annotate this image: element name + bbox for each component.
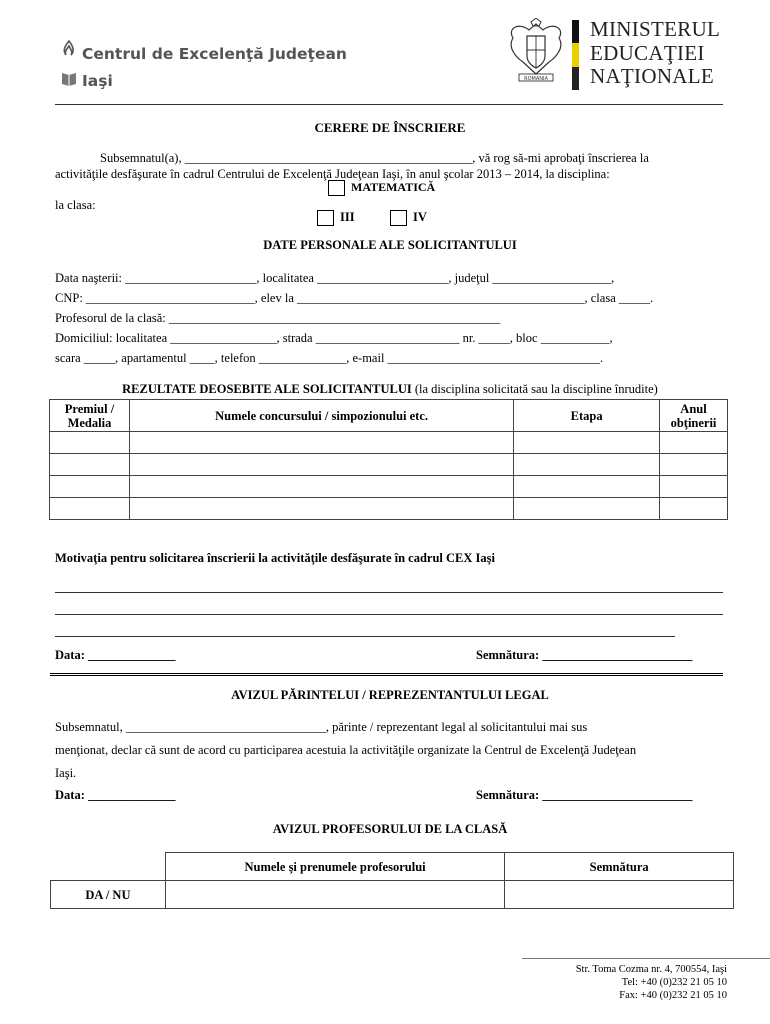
ministry-line2: EDUCAŢIEI <box>590 40 705 65</box>
teacher-table <box>50 852 734 909</box>
ministry-line3: NAŢIONALE <box>590 64 715 88</box>
motivation-line[interactable] <box>55 614 723 615</box>
class-label: la clasa: <box>55 198 96 212</box>
results-subtitle: (la disciplina solicitată sau la discipline înrudite) <box>414 382 658 396</box>
discipline-label: MATEMATICĂ <box>351 180 436 194</box>
table-row[interactable] <box>50 432 728 454</box>
class-option-3[interactable] <box>317 210 355 226</box>
class-3-checkbox[interactable] <box>317 210 334 226</box>
discipline-checkbox[interactable] <box>328 180 345 196</box>
center-name-line1: Centrul de Excelenţă Judeţean <box>82 45 347 63</box>
class-option-4[interactable] <box>390 210 427 226</box>
ministry-name <box>590 18 720 89</box>
footer-fax: Fax: +40 (0)232 21 05 10 <box>619 990 727 1001</box>
col-prize-header: Premiul / Medalia <box>50 400 130 432</box>
motivation-date[interactable]: Data: ______________ <box>55 648 176 662</box>
motivation-line[interactable] <box>55 636 675 637</box>
results-table <box>49 399 728 520</box>
teacher-sign-cell[interactable] <box>505 881 734 909</box>
discipline-option[interactable] <box>328 180 435 196</box>
col-contest-header: Numele concursului / simpozionului etc. <box>129 400 513 432</box>
footer-tel: Tel: +40 (0)232 21 05 10 <box>621 977 727 988</box>
crest-label: ROMANIA <box>524 76 548 82</box>
table-row[interactable] <box>50 476 728 498</box>
parent-date[interactable]: Data: ______________ <box>55 788 176 802</box>
parent-signature[interactable]: Semnătura: ________________________ <box>476 788 693 802</box>
header-divider <box>55 104 723 105</box>
teacher-name-cell[interactable] <box>165 881 504 909</box>
address-line1[interactable]: Domiciliul: localitatea _________________, strada _______________________ nr. _____, bloc ___________, <box>55 331 613 345</box>
class-4-label: IV <box>413 210 427 224</box>
table-row[interactable] <box>50 454 728 476</box>
ministry-line1: MINISTERUL <box>590 17 721 41</box>
book-icon <box>60 69 82 94</box>
address-line2[interactable]: scara _____, apartamentul ____, telefon ______________, e-mail __________________________________. <box>55 351 604 365</box>
footer-divider <box>522 958 770 959</box>
col-teacher-sign-header: Semnătura <box>505 853 734 881</box>
flame-icon <box>60 40 82 69</box>
teacher-line[interactable]: Profesorul de la clasă: _____________________________________________________ <box>55 311 501 325</box>
birth-line[interactable]: Data naşterii: _____________________, localitatea _____________________, judeţul ___________________, <box>55 271 615 285</box>
footer-address: Str. Toma Cozma nr. 4, 700554, Iaşi <box>575 964 727 975</box>
parent-line2: menţionat, declar că sunt de acord cu participarea acestuia la activităţile organizate la Centrul de Excelenţă Judeţean <box>55 743 637 757</box>
da-nu-label[interactable]: DA / NU <box>51 881 166 909</box>
personal-section-title: DATE PERSONALE ALE SOLICITANTULUI <box>263 238 517 252</box>
class-3-label: III <box>340 210 355 224</box>
flag-bar <box>572 20 579 90</box>
motivation-signature[interactable]: Semnătura: ________________________ <box>476 648 693 662</box>
center-name-line2: Iaşi <box>82 72 113 90</box>
form-title: CERERE DE ÎNSCRIERE <box>314 120 466 135</box>
intro-line1: Subsemnatul(a), ______________________________________________, vă rog să-mi aprobaţi înscrierea la <box>100 151 649 165</box>
parent-section-title: AVIZUL PĂRINTELUI / REPREZENTANTULUI LEGAL <box>231 688 549 702</box>
parent-line3: Iaşi. <box>55 766 77 780</box>
center-name <box>60 40 347 94</box>
col-year-header: Anul obţinerii <box>660 400 728 432</box>
results-section-title <box>55 382 725 397</box>
romania-crest-icon <box>505 18 567 86</box>
cnp-line[interactable]: CNP: ___________________________, elev la ______________________________________________, clasa _____. <box>55 291 654 305</box>
col-teacher-name-header: Numele şi prenumele profesorului <box>165 853 504 881</box>
results-title: REZULTATE DEOSEBITE ALE SOLICITANTULUI <box>122 382 412 396</box>
parent-line1[interactable]: Subsemnatul, ________________________________, părinte / reprezentant legal al solicitantului mai sus <box>55 720 588 734</box>
footer-contact <box>520 963 727 1002</box>
col-stage-header: Etapa <box>514 400 660 432</box>
table-row[interactable] <box>50 498 728 520</box>
motivation-title: Motivaţia pentru solicitarea înscrierii la activităţile desfăşurate în cadrul CEX Iaşi <box>55 551 495 565</box>
intro-line2: activităţile desfăşurate în cadrul Centrului de Excelenţă Judeţean Iaşi, în anul şcolar 2013 – 2014, la disciplina: <box>55 167 610 181</box>
class-4-checkbox[interactable] <box>390 210 407 226</box>
section-divider <box>50 673 723 676</box>
teacher-section-title: AVIZUL PROFESORULUI DE LA CLASĂ <box>272 822 508 836</box>
motivation-line[interactable] <box>55 592 723 593</box>
